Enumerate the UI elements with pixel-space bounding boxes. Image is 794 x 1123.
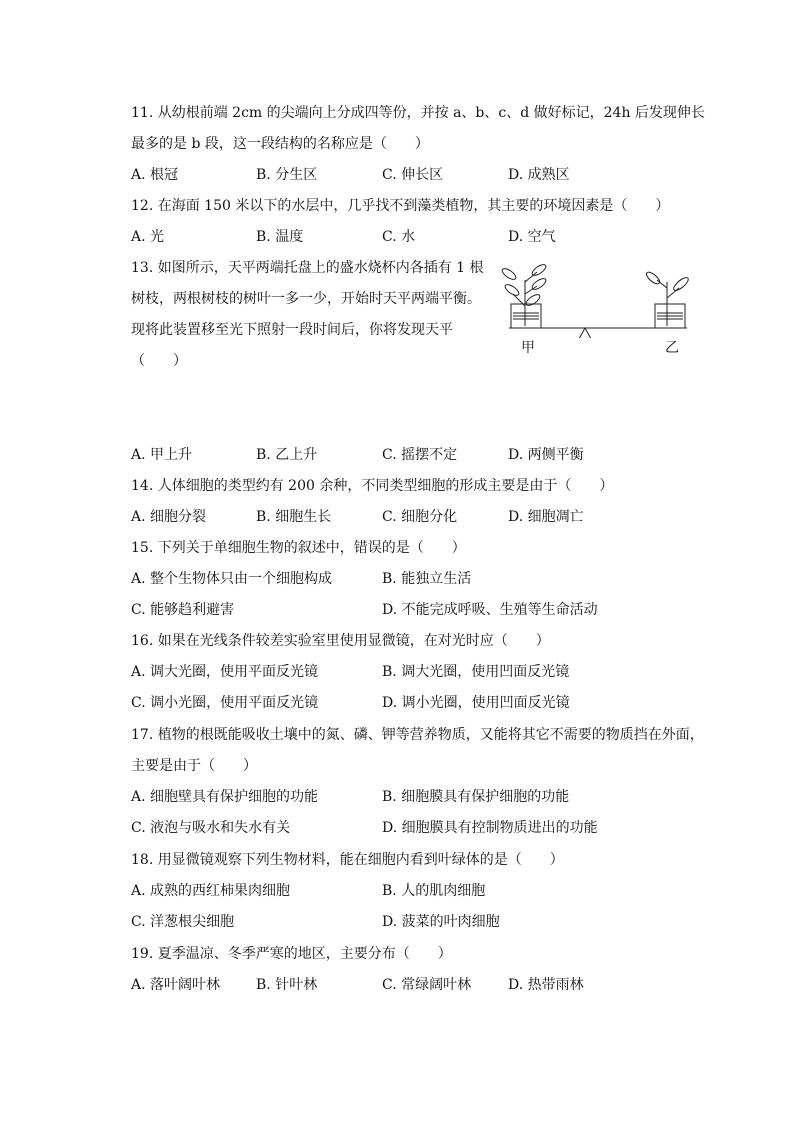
question-18-line-1: 18. 用显微镜观察下列生物材料，能在细胞内看到叶绿体的是（ ） [131,852,564,868]
left-pan-label: 甲 [521,340,535,356]
question-16-option-b: B. 调大光圈，使用凹面反光镜 [382,664,570,680]
question-15-option-b: B. 能独立生活 [382,571,472,587]
question-13-option-b: B. 乙上升 [256,447,318,463]
question-11-option-a: A. 根冠 [131,167,179,183]
question-19-option-a: A. 落叶阔叶林 [131,977,221,993]
left-leaf-1 [500,267,517,282]
right-pan-label: 乙 [665,340,679,356]
question-14-option-d: D. 细胞凋亡 [508,509,584,525]
right-leaf-2 [672,276,690,293]
question-12-option-b: B. 温度 [256,229,304,245]
balance-illustration [497,258,697,338]
question-17-option-b: B. 细胞膜具有保护细胞的功能 [382,789,570,805]
question-17-option-a: A. 细胞壁具有保护细胞的功能 [131,789,319,805]
question-13-line-4: （ ） [131,353,187,369]
question-16-option-a: A. 调大光圈，使用平面反光镜 [131,664,319,680]
question-15-option-d: D. 不能完成呼吸、生殖等生命活动 [382,602,598,618]
question-11-line-2: 最多的是 b 段，这一段结构的名称应是（ ） [131,136,429,152]
question-18-option-b: B. 人的肌肉细胞 [382,883,486,899]
question-18-option-d: D. 菠菜的叶肉细胞 [382,914,500,930]
question-14-option-b: B. 细胞生长 [256,509,332,525]
right-leaf-1 [645,270,662,286]
fulcrum [575,328,595,338]
question-19-option-c: C. 常绿阔叶林 [382,977,472,993]
question-17-option-c: C. 液泡与吸水和失水有关 [131,820,291,836]
balance-figure [497,258,697,358]
question-17-line-2: 主要是由于（ ） [131,758,257,774]
question-15-option-c: C. 能够趋利避害 [131,602,235,618]
question-18-option-c: C. 洋葱根尖细胞 [131,914,235,930]
question-11-option-d: D. 成熟区 [508,167,570,183]
question-16-option-c: C. 调小光圈，使用平面反光镜 [131,695,319,711]
left-leaf-4 [503,283,520,298]
left-leaf-5 [524,293,541,308]
question-11-option-c: C. 伸长区 [382,167,444,183]
question-16-line-1: 16. 如果在光线条件较差实验室里使用显微镜，在对光时应（ ） [131,633,550,649]
left-leaf-2 [530,263,547,278]
question-13-option-a: A. 甲上升 [131,447,193,463]
question-11-option-b: B. 分生区 [256,167,318,183]
question-11-line-1: 11. 从幼根前端 2cm 的尖端向上分成四等份，并按 a、b、c、d 做好标记，24h 后发现伸长 [131,105,705,121]
question-17-option-d: D. 细胞膜具有控制物质进出的功能 [382,820,598,836]
question-15-option-a: A. 整个生物体只由一个细胞构成 [131,571,333,587]
question-13-line-3: 现将此装置移至光下照射一段时间后，你将发现天平 [131,322,453,338]
question-12-option-d: D. 空气 [508,229,556,245]
question-19-line-1: 19. 夏季温凉、冬季严寒的地区，主要分布（ ） [131,946,452,962]
question-14-line-1: 14. 人体细胞的类型约有 200 余种，不同类型细胞的形成主要是由于（ ） [131,478,614,494]
question-12-line-1: 12. 在海面 150 米以下的水层中，几乎找不到藻类植物，其主要的环境因素是（ ） [131,198,670,214]
question-15-line-1: 15. 下列关于单细胞生物的叙述中，错误的是（ ） [131,540,466,556]
question-12-option-c: C. 水 [382,229,416,245]
question-13-option-c: C. 摇摆不定 [382,447,458,463]
question-13-option-d: D. 两侧平衡 [508,447,584,463]
question-16-option-d: D. 调小光圈，使用凹面反光镜 [382,695,570,711]
question-13-line-2: 树枝，两根树枝的树叶一多一少，开始时天平两端平衡。 [131,291,481,307]
question-14-option-c: C. 细胞分化 [382,509,458,525]
question-14-option-a: A. 细胞分裂 [131,509,207,525]
question-19-option-d: D. 热带雨林 [508,977,584,993]
question-18-option-a: A. 成熟的西红柿果肉细胞 [131,883,291,899]
question-19-option-b: B. 针叶林 [256,977,318,993]
question-12-option-a: A. 光 [131,229,165,245]
question-13-line-1: 13. 如图所示，天平两端托盘上的盛水烧杯内各插有 1 根 [131,260,484,276]
question-17-line-1: 17. 植物的根既能吸收土壤中的氮、磷、钾等营养物质，又能将其它不需要的物质挡在外面， [131,727,704,743]
left-leaf-3 [530,277,547,292]
